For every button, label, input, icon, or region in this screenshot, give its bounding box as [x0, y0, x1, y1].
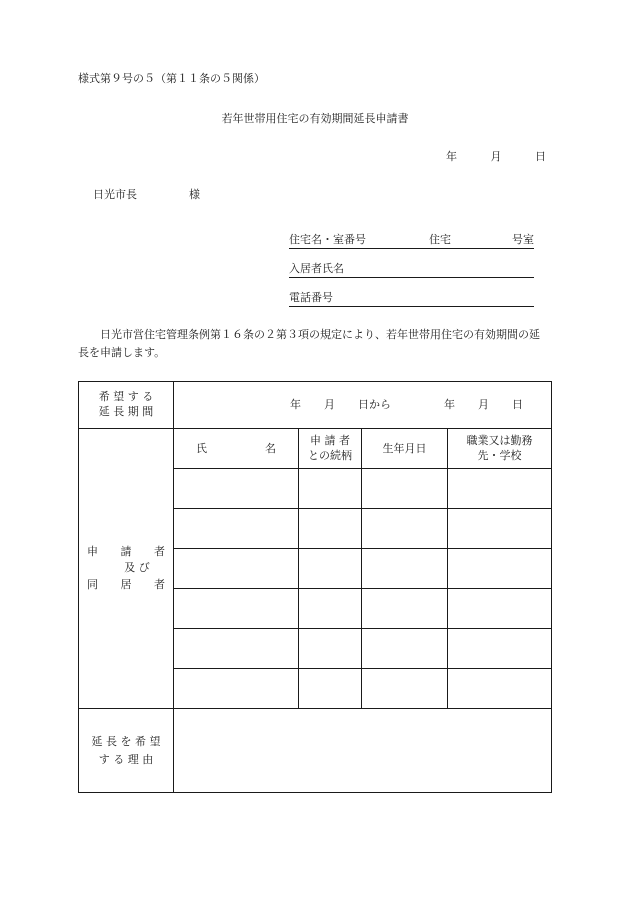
reason-input[interactable] — [174, 709, 552, 793]
relation-cell[interactable] — [299, 669, 362, 709]
housing-label: 住宅名・室番号 — [289, 232, 366, 246]
date-month: 月 — [490, 150, 502, 163]
reason-label: 延 長 を 希 望 す る 理 由 — [79, 709, 174, 793]
occupation-cell[interactable] — [448, 549, 552, 589]
application-table — [78, 381, 552, 793]
column-header-birthdate: 生年月日 — [362, 429, 448, 469]
name-cell[interactable] — [174, 669, 299, 709]
occupation-cell[interactable] — [448, 589, 552, 629]
birthdate-cell[interactable] — [362, 549, 448, 589]
occupation-cell[interactable] — [448, 469, 552, 509]
name-cell[interactable] — [174, 629, 299, 669]
relation-cell[interactable] — [299, 589, 362, 629]
column-header-relation: 申 請 者 との続柄 — [299, 429, 362, 469]
column-header-occupation: 職業又は勤務 先・学校 — [448, 429, 552, 469]
relation-cell[interactable] — [299, 469, 362, 509]
phone-field[interactable] — [289, 290, 534, 307]
addressee — [93, 188, 200, 201]
period-label: 希 望 す る 延 長 期 間 — [79, 382, 174, 429]
column-header-name: 氏 名 — [174, 429, 299, 469]
document-title: 若年世帯用住宅の有効期間延長申請書 — [221, 112, 409, 125]
name-cell[interactable] — [174, 549, 299, 589]
relation-cell[interactable] — [299, 629, 362, 669]
name-cell[interactable] — [174, 589, 299, 629]
reason-row — [79, 709, 552, 793]
relation-cell[interactable] — [299, 509, 362, 549]
addressee-honorific: 様 — [189, 188, 200, 201]
birthdate-cell[interactable] — [362, 669, 448, 709]
name-cell[interactable] — [174, 509, 299, 549]
name-cell[interactable] — [174, 469, 299, 509]
occupation-cell[interactable] — [448, 669, 552, 709]
birthdate-cell[interactable] — [362, 589, 448, 629]
occupation-cell[interactable] — [448, 629, 552, 669]
date-day: 日 — [535, 150, 546, 163]
phone-label: 電話番号 — [289, 290, 333, 304]
occupation-cell[interactable] — [448, 509, 552, 549]
addressee-name: 日光市長 — [93, 188, 137, 201]
date-year: 年 — [446, 150, 457, 163]
housing-suffix-room: 号室 — [512, 232, 534, 246]
housing-field[interactable] — [289, 232, 534, 249]
members-header-row — [79, 429, 552, 469]
date-row — [446, 150, 546, 163]
resident-name-field[interactable] — [289, 261, 534, 278]
relation-cell[interactable] — [299, 549, 362, 589]
birthdate-cell[interactable] — [362, 509, 448, 549]
period-row — [79, 382, 552, 429]
form-number: 様式第９号の５（第１１条の５関係） — [78, 72, 265, 85]
application-statement: 日光市営住宅管理条例第１６条の２第３項の規定により、若年世帯用住宅の有効期間の延長を申請します。 — [78, 328, 540, 359]
period-input[interactable]: 年 月 日から 年 月 日 — [174, 382, 552, 429]
housing-suffix-house: 住宅 — [429, 232, 451, 246]
applicants-label: 申 請 者 及 び 同 居 者 — [79, 429, 174, 709]
birthdate-cell[interactable] — [362, 629, 448, 669]
resident-name-label: 入居者氏名 — [289, 261, 344, 275]
birthdate-cell[interactable] — [362, 469, 448, 509]
